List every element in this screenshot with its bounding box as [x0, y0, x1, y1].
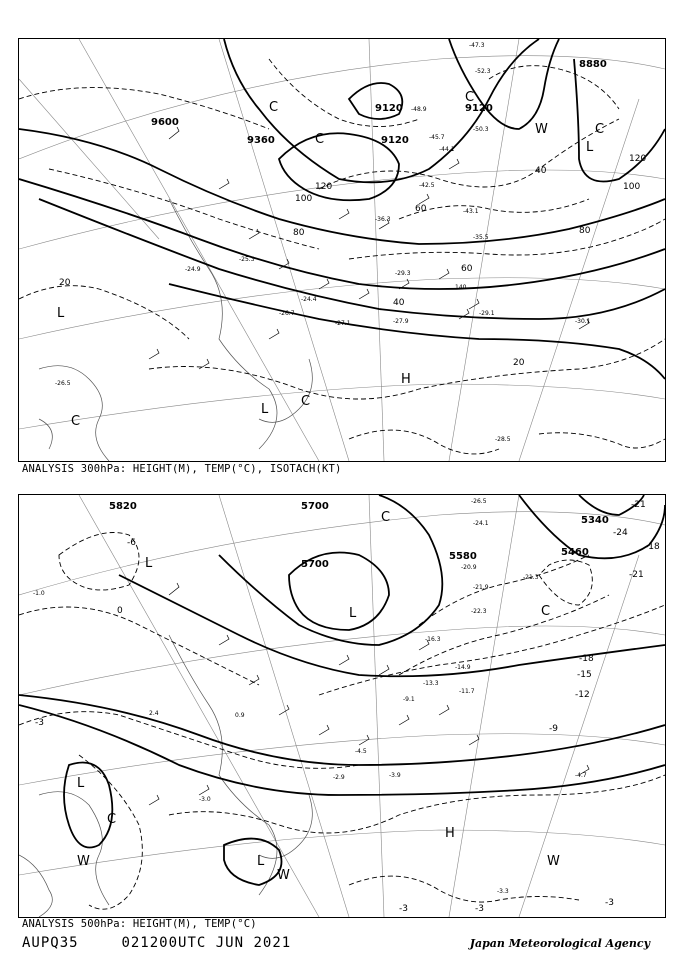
panel-caption-300: ANALYSIS 300hPa: HEIGHT(M), TEMP(°C), ISOTACH(KT): [22, 463, 342, 475]
station-temp: -2.9: [333, 774, 345, 781]
isotherm-label: -24: [613, 528, 628, 538]
station-temp: -24.9: [185, 266, 201, 273]
isotherm-label: -18: [579, 654, 594, 664]
isotach-label: 120: [629, 154, 647, 164]
center-letter: L: [586, 140, 594, 155]
center-letter: L: [261, 402, 269, 417]
station-temp: -27.9: [393, 318, 409, 325]
height-label: 5340: [581, 515, 609, 526]
isotach-label: 40: [393, 298, 405, 308]
station-temp: -3.0: [199, 796, 211, 803]
height-label: 8880: [579, 59, 607, 70]
map-300hpa-drawing: [19, 39, 665, 461]
height-labels: [109, 501, 609, 570]
isotach-label: 120: [315, 182, 333, 192]
pressure-centers: [57, 90, 604, 429]
height-label: 5460: [561, 547, 589, 558]
height-label: 5700: [301, 559, 329, 570]
isotach-label: 80: [579, 226, 591, 236]
station-temp: -28.5: [495, 436, 511, 443]
center-letter: L: [57, 306, 65, 321]
station-temp: -21.9: [473, 584, 489, 591]
wind-barbs: [149, 583, 589, 805]
isotherm-label: -21: [631, 500, 646, 510]
station-temp: -29.3: [395, 270, 411, 277]
graticule: [19, 495, 665, 917]
agency-name: Japan Meteorological Agency: [469, 937, 650, 950]
isotherm-label: -6: [127, 538, 136, 548]
center-letter: C: [107, 812, 117, 827]
wind-barbs: [149, 127, 589, 369]
isotherm-label: -21: [629, 570, 644, 580]
center-letter: H: [445, 826, 455, 841]
center-letter: C: [595, 122, 605, 137]
graticule: [19, 39, 665, 461]
height-contours: [19, 39, 665, 379]
map-300hpa: [18, 38, 666, 462]
isotherm-label: -3: [35, 718, 44, 728]
station-temp: -14.9: [455, 664, 471, 671]
station-temp: -4.7: [575, 772, 587, 779]
station-temp: -22.3: [471, 608, 487, 615]
coastline: [19, 635, 312, 917]
isotach-label: 60: [461, 264, 473, 274]
center-letter: L: [145, 556, 153, 571]
height-label: 9600: [151, 117, 179, 128]
map-500hpa: [18, 494, 666, 918]
isotherm-label: -3: [475, 904, 484, 914]
station-temp: 2.4: [149, 710, 159, 717]
station-temp: -11.7: [459, 688, 475, 695]
station-temp: -20.9: [461, 564, 477, 571]
station-temp: -4.5: [355, 748, 367, 755]
isotach-label: 100: [295, 194, 313, 204]
station-temp: -26.5: [55, 380, 71, 387]
station-temp: -26.5: [471, 498, 487, 505]
isotach-labels: [59, 154, 646, 368]
isotach-label: 140: [455, 284, 467, 291]
isotherm-label: -15: [577, 670, 592, 680]
station-temp: -25.3: [239, 256, 255, 263]
station-temp: -27.1: [335, 320, 351, 327]
center-letter: C: [315, 132, 325, 147]
center-letter: H: [401, 372, 411, 387]
isotherm-label: -12: [575, 690, 590, 700]
map-500hpa-drawing: [19, 495, 665, 917]
isotach-label: 40: [535, 166, 547, 176]
isotach-label: 80: [293, 228, 305, 238]
center-letter: C: [269, 100, 279, 115]
center-letter: C: [541, 604, 551, 619]
station-temp: -35.5: [473, 234, 489, 241]
station-temp: -26.7: [279, 310, 295, 317]
isotach-label: 60: [415, 204, 427, 214]
station-temp: -21.3: [523, 574, 539, 581]
center-letter: L: [349, 606, 357, 621]
station-temp: -42.5: [419, 182, 435, 189]
isotherm-label: -3: [605, 898, 614, 908]
station-temp: -52.3: [475, 68, 491, 75]
center-letter: L: [77, 776, 85, 791]
station-temps: [33, 498, 587, 895]
isotach-label: 20: [513, 358, 525, 368]
station-temp: -29.1: [479, 310, 495, 317]
station-temp: -3.9: [389, 772, 401, 779]
isotherm-label: -3: [399, 904, 408, 914]
center-letter: W: [277, 868, 290, 883]
station-temp: -50.3: [473, 126, 489, 133]
station-temp: -3.3: [497, 888, 509, 895]
isotherm-label: -18: [645, 542, 660, 552]
isotherm-label: -9: [549, 724, 558, 734]
station-temp: -30.1: [575, 318, 591, 325]
station-temp: -45.7: [429, 134, 445, 141]
station-temp: 0.9: [235, 712, 245, 719]
station-temp: -47.3: [469, 42, 485, 49]
station-temp: -24.1: [473, 520, 489, 527]
station-temp: -1.0: [33, 590, 45, 597]
height-label: 9120: [381, 135, 409, 146]
isotherm-labels: [35, 500, 660, 914]
height-label: 9120: [465, 103, 493, 114]
center-letter: W: [535, 122, 548, 137]
height-label: 5820: [109, 501, 137, 512]
center-letter: C: [465, 90, 475, 105]
isotachs: [19, 59, 665, 454]
center-letter: C: [71, 414, 81, 429]
station-temp: -48.9: [411, 106, 427, 113]
center-letter: L: [257, 854, 265, 869]
station-temp: -44.1: [439, 146, 455, 153]
chart-id-line: [22, 935, 291, 951]
isotach-label: 20: [59, 278, 71, 288]
height-label: 5700: [301, 501, 329, 512]
center-letter: C: [301, 394, 311, 409]
height-label: 9120: [375, 103, 403, 114]
center-letter: W: [547, 854, 560, 869]
center-letter: C: [381, 510, 391, 525]
station-temp: -24.4: [301, 296, 317, 303]
chart-id: AUPQ35: [22, 935, 79, 951]
station-temp: -9.1: [403, 696, 415, 703]
isotherm-label: 0: [117, 606, 123, 616]
station-temp: -16.3: [425, 636, 441, 643]
isotherms: [19, 533, 665, 910]
valid-time: 021200UTC JUN 2021: [121, 935, 292, 951]
height-label: 5580: [449, 551, 477, 562]
station-temp: -43.1: [463, 208, 479, 215]
isotach-label: 100: [623, 182, 641, 192]
station-temp: -13.3: [423, 680, 439, 687]
center-letter: W: [77, 854, 90, 869]
height-label: 9360: [247, 135, 275, 146]
station-temps: [55, 42, 591, 443]
panel-caption-500: ANALYSIS 500hPa: HEIGHT(M), TEMP(°C): [22, 918, 257, 930]
station-temp: -36.3: [375, 216, 391, 223]
